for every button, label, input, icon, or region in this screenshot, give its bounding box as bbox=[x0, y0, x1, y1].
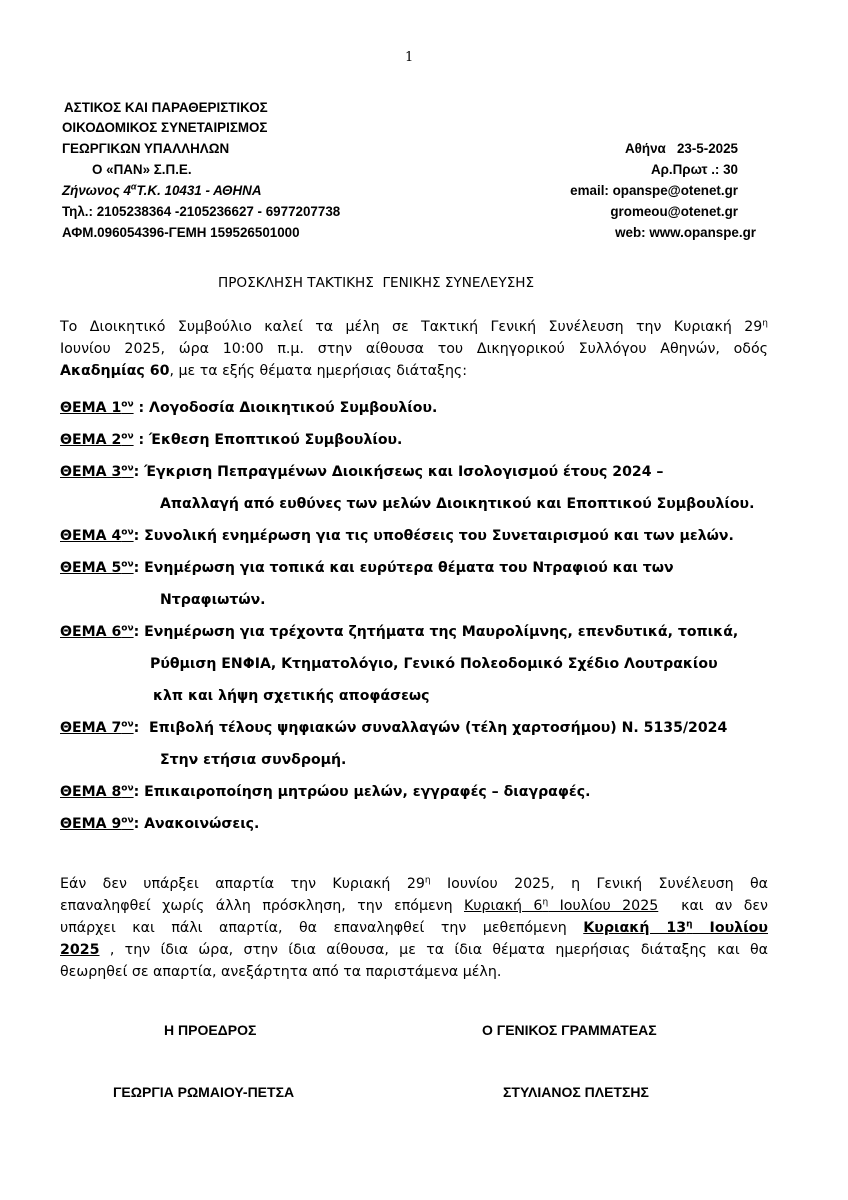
signature-role-president: Η ΠΡΟΕΔΡΟΣ bbox=[164, 1022, 257, 1038]
topic-text: Επιβολή τέλους ψηφιακών συναλλαγών (τέλη χαρτοσήμου) Ν. 5135/2024 bbox=[149, 720, 728, 736]
topic-label: ΘΕΜΑ $3^{o\nu}$ bbox=[60, 463, 134, 480]
topic-label: ΘΕΜΑ $7^{o\nu}$ bbox=[60, 719, 134, 736]
topic-text: Επικαιροποίηση μητρώου μελών, εγγραφές – διαγραφές. bbox=[144, 784, 591, 800]
quorum-line-1: Εάν δεν υπάρξει απαρτία την Κυριακή $29^\eta$ Ιουνίου 2025, η Γενική Συνέλευση θα bbox=[60, 875, 768, 892]
agenda-item-1 bbox=[60, 400, 437, 416]
website: web: www.opanspe.gr bbox=[615, 225, 756, 240]
address-street: Ζήνωνος 4 bbox=[62, 183, 131, 198]
topic-separator: : bbox=[133, 528, 145, 544]
agenda-item-7 bbox=[60, 720, 727, 736]
topic-separator: : bbox=[133, 560, 145, 576]
agenda-item-6-continuation-1: Ρύθμιση ΕΝΦΙΑ, Κτηματολόγιο, Γενικό Πολεοδομικό Σχέδιο Λουτρακίου bbox=[150, 656, 718, 672]
org-name-line-1: ΑΣΤΙΚΟΣ ΚΑΙ ΠΑΡΑΘΕΡΙΣΤΙΚΟΣ bbox=[64, 100, 268, 115]
email-secondary: gromeou@otenet.gr bbox=[610, 204, 738, 219]
topic-separator: : bbox=[133, 816, 145, 832]
intro-text-1: Το Διοικητικό Συμβούλιο καλεί τα μέλη σε Τακτική Γενική Συνέλευση την Κυριακή 29 bbox=[60, 319, 763, 335]
document-date: Αθήνα 23-5-2025 bbox=[625, 141, 738, 156]
topic-label: ΘΕΜΑ $6^{o\nu}$ bbox=[60, 623, 134, 640]
topic-label: ΘΕΜΑ $2^{o\nu}$ bbox=[60, 431, 134, 448]
agenda-item-6 bbox=[60, 624, 738, 640]
org-name-line-4: Ο «ΠΑΝ» Σ.Π.Ε. bbox=[92, 162, 192, 177]
topic-separator: : bbox=[133, 464, 145, 480]
address-postcode-city: Τ.Κ. 10431 - ΑΘΗΝΑ bbox=[136, 183, 262, 198]
topic-text: Έκθεση Εποπτικού Συμβουλίου. bbox=[149, 432, 403, 448]
topic-text: Ανακοινώσεις. bbox=[144, 816, 260, 832]
second-repeat-year: 2025 bbox=[60, 942, 100, 958]
page-number: 1 bbox=[405, 50, 414, 65]
email-primary: email: opanspe@otenet.gr bbox=[570, 183, 738, 198]
agenda-item-3 bbox=[60, 464, 663, 480]
agenda-item-7-continuation: Στην ετήσια συνδρομή. bbox=[160, 752, 347, 768]
intro-address: Ακαδημίας 60 bbox=[60, 363, 170, 379]
intro-text-3: , με τα εξής θέματα ημερήσιας διάταξης: bbox=[169, 363, 468, 379]
topic-label: ΘΕΜΑ $9^{o\nu}$ bbox=[60, 815, 134, 832]
intro-superscript: η bbox=[762, 318, 768, 329]
agenda-item-2 bbox=[60, 432, 402, 448]
org-tax-registry: ΑΦΜ.096054396-ΓΕΜΗ 159526501000 bbox=[62, 225, 300, 240]
quorum-paragraph bbox=[60, 873, 768, 983]
intro-paragraph bbox=[60, 316, 768, 382]
topic-label: ΘΕΜΑ $1^{o\nu}$ bbox=[60, 399, 134, 416]
topic-separator: : bbox=[133, 400, 150, 416]
agenda-item-9 bbox=[60, 816, 259, 832]
quorum-line-5: θεωρηθεί σε απαρτία, ανεξάρτητα από τα παριστάμενα μέλη. bbox=[60, 964, 502, 980]
agenda-item-5-continuation: Ντραφιωτών. bbox=[160, 592, 266, 608]
topic-text: Ενημέρωση για τρέχοντα ζητήματα της Μαυρολίμνης, επενδυτικά, τοπικά, bbox=[144, 624, 739, 640]
agenda-item-3-continuation: Απαλλαγή από ευθύνες των μελών Διοικητικού και Εποπτικού Συμβουλίου. bbox=[160, 496, 755, 512]
topic-label: ΘΕΜΑ $5^{o\nu}$ bbox=[60, 559, 134, 576]
protocol-number: Αρ.Πρωτ .: 30 bbox=[650, 162, 738, 177]
signature-name-president: ΓΕΩΡΓΙΑ ΡΩΜΑΙΟΥ-ΠΕΤΣΑ bbox=[113, 1084, 295, 1100]
topic-label: ΘΕΜΑ $8^{o\nu}$ bbox=[60, 783, 134, 800]
topic-label: ΘΕΜΑ $4^{o\nu}$ bbox=[60, 527, 134, 544]
topic-separator: : bbox=[133, 624, 145, 640]
agenda-item-8 bbox=[60, 784, 590, 800]
topic-text: Ενημέρωση για τοπικά και ευρύτερα θέματα του Νтραφιού και των bbox=[144, 560, 674, 576]
topic-text: Λογοδοσία Διοικητικού Συμβουλίου. bbox=[149, 400, 438, 416]
first-repeat-date: Κυριακή $6^\eta$ Ιουλίου 2025 bbox=[463, 897, 659, 914]
org-name-line-2: ΟΙΚΟΔΟΜΙΚΟΣ ΣΥΝΕΤΑΙΡΙΣΜΟΣ bbox=[62, 120, 268, 135]
address-superscript: α bbox=[130, 181, 137, 192]
org-name-line-3: ΓΕΩΡΓΙΚΩΝ ΥΠΑΛΛΗΛΩΝ bbox=[62, 141, 230, 156]
quorum-line-4: 2025 , την ίδια ώρα, στην ίδια αίθουσα, με τα ίδια θέματα ημερήσιας διάταξης και θα bbox=[60, 942, 768, 958]
second-repeat-date: Κυριακή $13^\eta$ Ιουλίου bbox=[583, 919, 768, 936]
intro-line-1 bbox=[60, 316, 768, 338]
topic-separator: : bbox=[133, 720, 150, 736]
document-title: ΠΡΟΣΚΛΗΣΗ ΤΑΚΤΙΚΗΣ ΓΕΝΙΚΗΣ ΣΥΝΕΛΕΥΣΗΣ bbox=[218, 275, 535, 291]
topic-separator: : bbox=[133, 432, 150, 448]
topic-text: Συνολική ενημέρωση για τις υποθέσεις του Συνεταιρισμού και των μελών. bbox=[144, 528, 734, 544]
agenda-item-6-continuation-2: κλπ και λήψη σχετικής αποφάσεως bbox=[153, 688, 430, 704]
topic-separator: : bbox=[133, 784, 145, 800]
quorum-line-3: υπάρχει και πάλι απαρτία, θα επαναληφθεί την μεθεπόμενη Κυριακή $13^\eta$ Ιουλίου bbox=[60, 919, 768, 936]
intro-line-2: Ιουνίου 2025, ώρα 10:00 π.μ. στην αίθουσα του Δικηγορικού Συλλόγου Αθηνών, οδός bbox=[60, 341, 768, 357]
topic-text: Έγκριση Πεπραγμένων Διοικήσεως και Ισολογισμού έτους 2024 – bbox=[144, 464, 664, 480]
org-phones: Τηλ.: 2105238364 -2105236627 - 6977207738 bbox=[62, 204, 341, 219]
org-address bbox=[62, 181, 262, 201]
agenda-item-5 bbox=[60, 560, 674, 576]
quorum-line-2: επαναληφθεί χωρίς άλλη πρόσκληση, την επόμενη Κυριακή $6^\eta$ Ιουλίου 2025 και αν δεν bbox=[60, 897, 768, 914]
signature-role-secretary: Ο ΓΕΝΙΚΟΣ ΓΡΑΜΜΑΤΕΑΣ bbox=[482, 1022, 657, 1038]
signature-name-secretary: ΣΤΥΛΙΑΝΟΣ ΠΛΕΤΣΗΣ bbox=[503, 1084, 649, 1100]
intro-line-3 bbox=[60, 360, 768, 382]
agenda-item-4 bbox=[60, 528, 734, 544]
